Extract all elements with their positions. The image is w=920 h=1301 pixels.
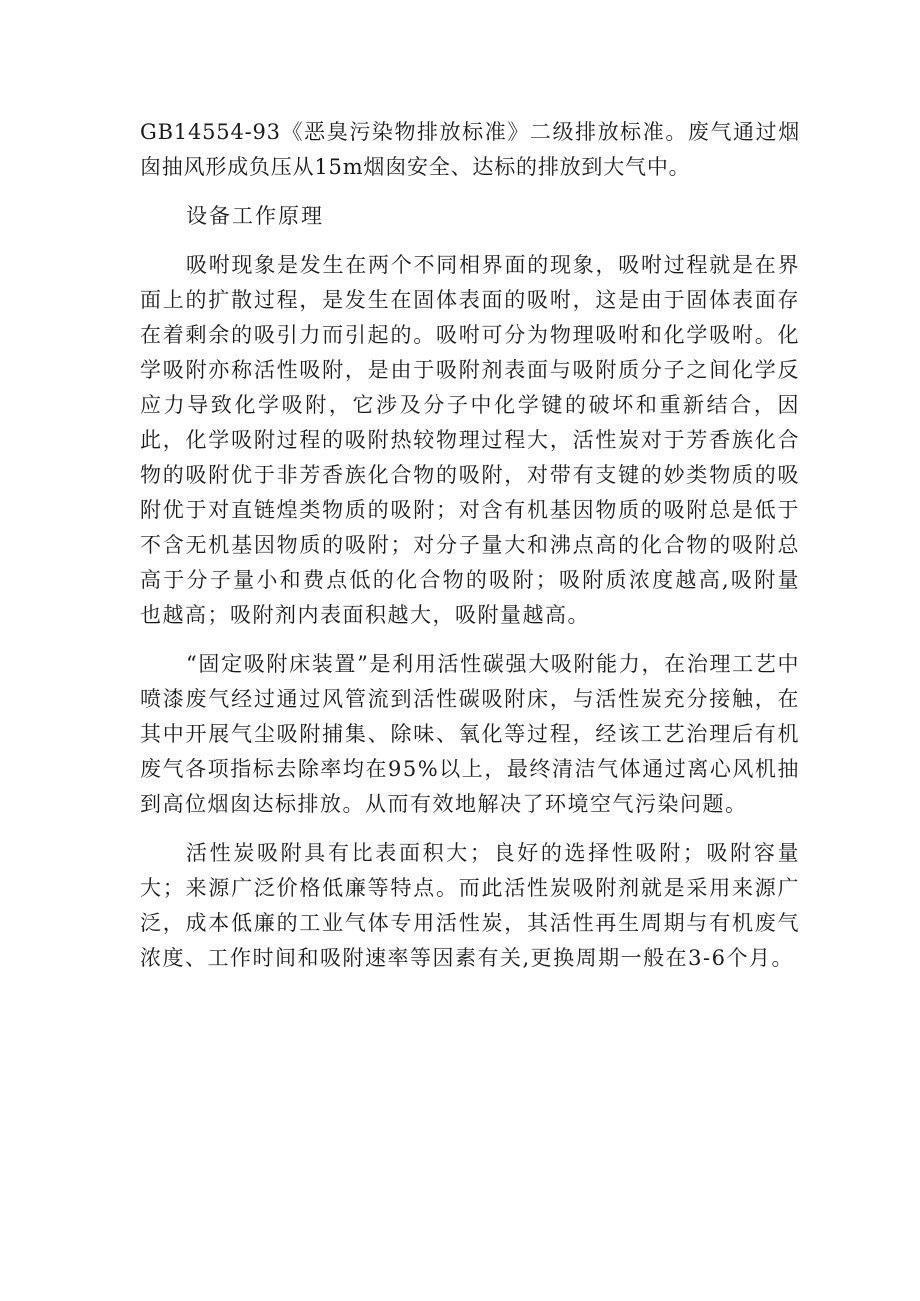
section-heading-working-principle: 设备工作原理	[186, 204, 324, 228]
paragraph-adsorption-phenomenon: 吸咐现象是发生在两个不同相界面的现象，吸咐过程就是在界面上的扩散过程，是发生在固体表面的吸咐，这是由于固体表面存在着剩余的吸引力而引起的。吸咐可分为物理吸咐和化学吸咐。化学吸附亦称活性吸附，是由于吸附剂表面与吸附质分子之间化学反应力导致化学吸附，它涉及分子中化学键的破坏和重新结合，因此，化学吸附过程的吸附热较物理过程大，活性炭对于芳香族化合物的吸附优于非芳香族化合物的吸附，对带有支键的妙类物质的吸附优于对直链煌类物质的吸附；对含有机基因物质的吸附总是低于不含无机基因物质的吸附；对分子量大和沸点高的化合物的吸附总高于分子量小和费点低的化合物的吸附；吸附质浓度越高,吸附量也越高；吸附剂内表面积越大，吸附量越高。	[140, 253, 800, 627]
paragraph-emission-standard: GB14554-93《恶臭污染物排放标准》二级排放标准。废气通过烟囱抽风形成负压从15m烟囱安全、达标的排放到大气中。	[140, 120, 800, 179]
document-body	[140, 115, 800, 976]
paragraph-activated-carbon-features: 活性炭吸附具有比表面积大；良好的选择性吸附；吸附容量大；来源广泛价格低廉等特点。而此活性炭吸附剂就是采用来源广泛，成本低廉的工业气体专用活性炭，其活性再生周期与有机废气浓度、工作时间和吸附速率等因素有关,更换周期一般在3-6个月。	[140, 841, 800, 970]
paragraph-fixed-bed-device: “固定吸附床装置”是利用活性碳强大吸附能力，在治理工艺中喷漆废气经过通过风管流到活性碳吸附床，与活性炭充分接触，在其中开展气尘吸附捕集、除味、氧化等过程，经该工艺治理后有机废气各项指标去除率均在95%以上，最终清洁气体通过离心风机抽到高位烟囱达标排放。从而有效地解决了环境空气污染问题。	[140, 652, 800, 816]
